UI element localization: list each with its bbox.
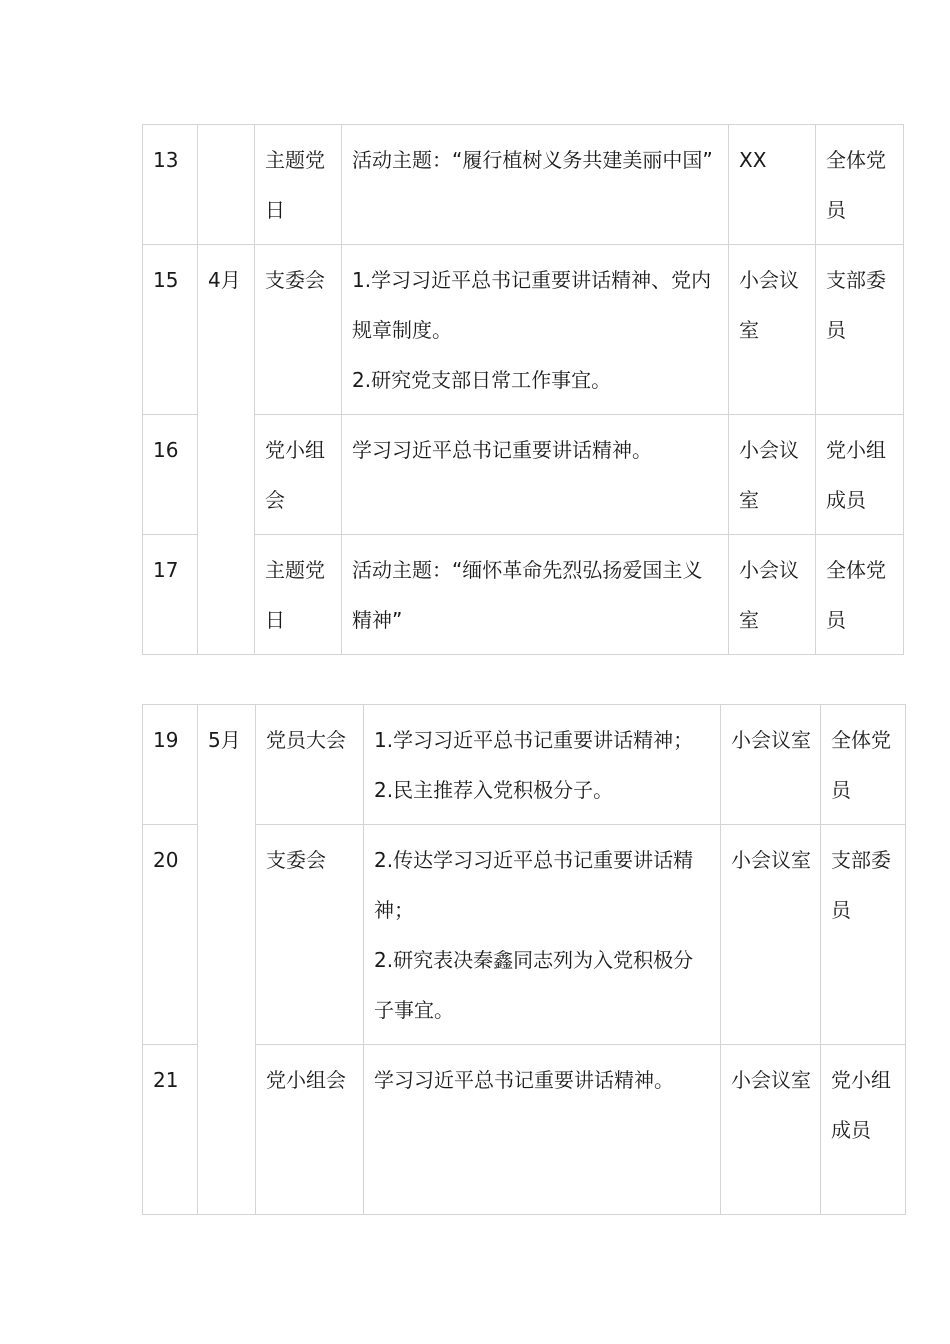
location-cell: 小会议室 bbox=[729, 245, 816, 415]
table-row bbox=[143, 825, 906, 1045]
location-cell: 小会议室 bbox=[729, 415, 816, 535]
content-line: 1.学习习近平总书记重要讲话精神、党内规章制度。 bbox=[352, 268, 712, 342]
table-row bbox=[143, 245, 904, 415]
month-cell: 4月 bbox=[198, 245, 255, 655]
location-cell: XX bbox=[729, 125, 816, 245]
location-cell: 小会议室 bbox=[721, 1045, 821, 1215]
content-line: 1.学习习近平总书记重要讲话精神；2.民主推荐入党积极分子。 bbox=[374, 728, 694, 802]
content-line: 学习习近平总书记重要讲话精神。 bbox=[374, 1068, 674, 1092]
attendees-cell: 全体党员 bbox=[816, 535, 904, 655]
row-number-cell: 17 bbox=[143, 535, 198, 655]
attendees-cell: 支部委员 bbox=[816, 245, 904, 415]
content-cell bbox=[342, 125, 729, 245]
table-row bbox=[143, 705, 906, 825]
meeting-type-cell: 主题党日 bbox=[255, 125, 342, 245]
content-cell bbox=[364, 825, 721, 1045]
content-line: 2.研究表决秦鑫同志列为入党积极分子事宜。 bbox=[374, 948, 694, 1022]
meeting-type-cell: 支委会 bbox=[255, 245, 342, 415]
location-cell: 小会议室 bbox=[729, 535, 816, 655]
activity-plan-table-may bbox=[142, 704, 906, 1215]
attendees-cell: 支部委员 bbox=[821, 825, 906, 1045]
attendees-cell: 党小组成员 bbox=[821, 1045, 906, 1215]
content-line: 2.传达学习习近平总书记重要讲话精神； bbox=[374, 848, 694, 922]
row-number-cell: 20 bbox=[143, 825, 198, 1045]
meeting-type-cell: 党小组会 bbox=[255, 415, 342, 535]
content-line: 活动主题：“缅怀革命先烈弘扬爱国主义精神” bbox=[352, 558, 703, 632]
attendees-cell: 党小组成员 bbox=[816, 415, 904, 535]
attendees-cell: 全体党员 bbox=[821, 705, 906, 825]
table-row bbox=[143, 415, 904, 535]
table-row bbox=[143, 125, 904, 245]
attendees-cell: 全体党员 bbox=[816, 125, 904, 245]
meeting-type-cell: 支委会 bbox=[256, 825, 364, 1045]
table-row bbox=[143, 535, 904, 655]
content-cell bbox=[364, 1045, 721, 1215]
content-cell bbox=[342, 415, 729, 535]
row-number-cell: 15 bbox=[143, 245, 198, 415]
row-number-cell: 13 bbox=[143, 125, 198, 245]
row-number-cell: 16 bbox=[143, 415, 198, 535]
row-number-cell: 19 bbox=[143, 705, 198, 825]
content-line: 2.研究党支部日常工作事宜。 bbox=[352, 368, 612, 392]
table-row bbox=[143, 1045, 906, 1215]
meeting-type-cell: 主题党日 bbox=[255, 535, 342, 655]
meeting-type-cell: 党小组会 bbox=[256, 1045, 364, 1215]
content-cell bbox=[342, 245, 729, 415]
location-cell: 小会议室 bbox=[721, 705, 821, 825]
content-line: 活动主题：“履行植树义务共建美丽中国” bbox=[352, 148, 713, 172]
month-cell: 5月 bbox=[198, 705, 256, 1215]
content-cell bbox=[342, 535, 729, 655]
month-cell bbox=[198, 125, 255, 245]
activity-plan-table-april bbox=[142, 124, 904, 655]
location-cell: 小会议室 bbox=[721, 825, 821, 1045]
meeting-type-cell: 党员大会 bbox=[256, 705, 364, 825]
row-number-cell: 21 bbox=[143, 1045, 198, 1215]
content-line: 学习习近平总书记重要讲话精神。 bbox=[352, 438, 652, 462]
content-cell bbox=[364, 705, 721, 825]
